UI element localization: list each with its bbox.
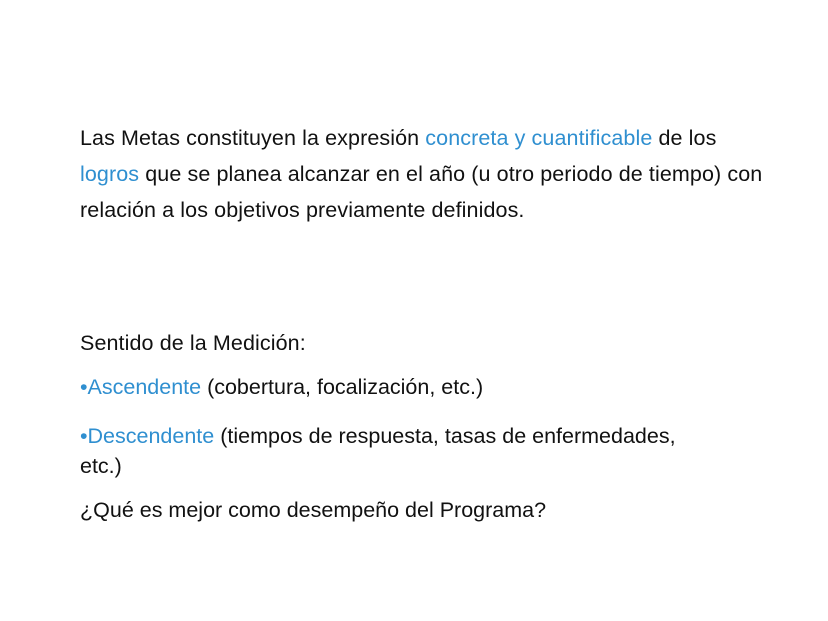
paragraph-text-3: que se planea alcanzar en el año (u otro periodo de tiempo) con relación a los objetivos previamente definidos. <box>80 162 763 222</box>
paragraph-text-2: de los <box>652 126 717 150</box>
bullet-item-descendente <box>80 421 700 481</box>
bullet-term-ascendente: Ascendente <box>87 375 202 399</box>
bullet-icon: • <box>80 424 88 448</box>
closing-question: ¿Qué es mejor como desempeño del Programa? <box>80 498 547 522</box>
measurement-heading: Sentido de la Medición: <box>80 331 306 355</box>
highlight-concreta-cuantificable: concreta y cuantificable <box>425 126 653 150</box>
bullet-detail-descendente: (tiempos de respuesta, tasas de enfermedades, etc.) <box>80 424 676 478</box>
bullet-detail-ascendente: (cobertura, focalización, etc.) <box>201 375 484 399</box>
metas-definition-paragraph <box>80 120 770 228</box>
paragraph-text-1: Las Metas constituyen la expresión <box>80 126 426 150</box>
bullet-term-descendente: Descendente <box>87 424 215 448</box>
bullet-item-ascendente <box>80 372 700 402</box>
highlight-logros: logros <box>80 162 140 186</box>
bullet-icon: • <box>80 375 88 399</box>
